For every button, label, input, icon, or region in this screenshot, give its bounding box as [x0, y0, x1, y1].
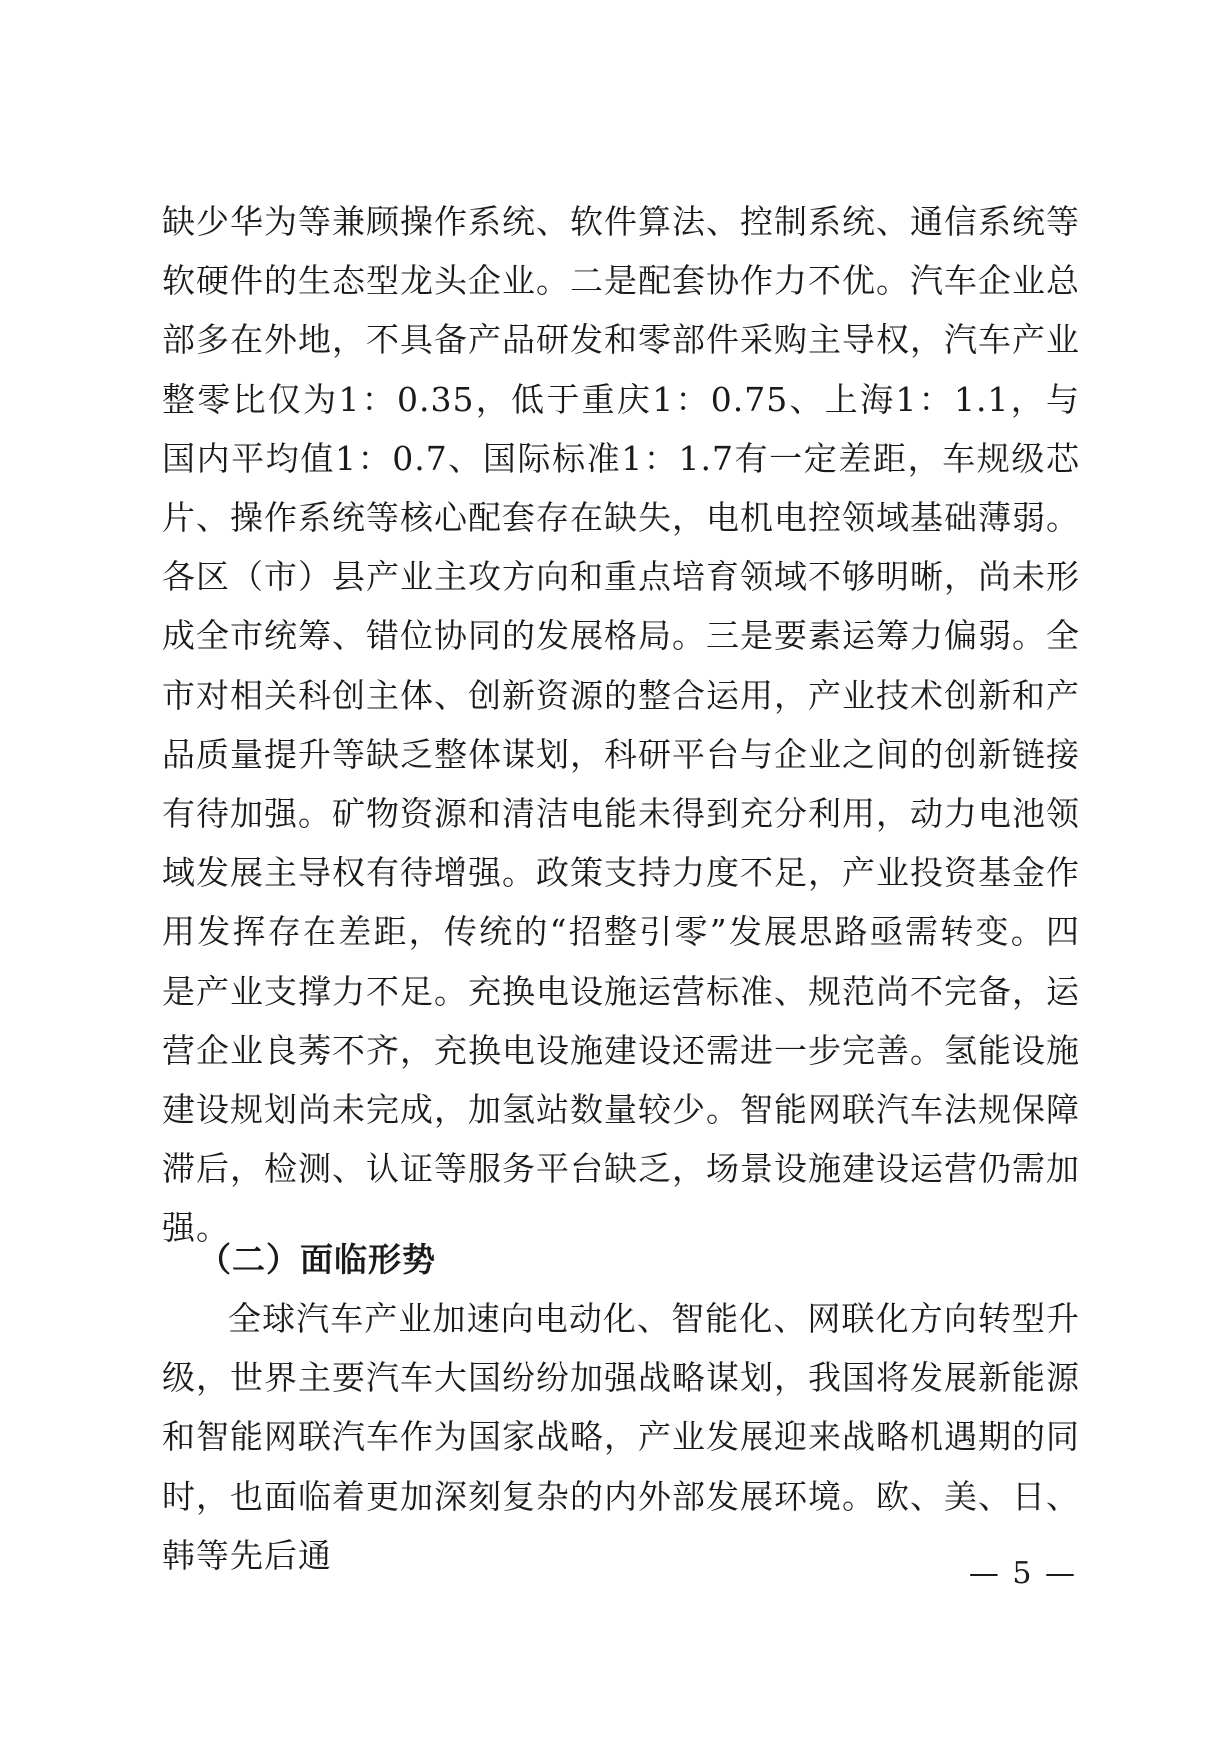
body-paragraph-continued: 缺少华为等兼顾操作系统、软件算法、控制系统、通信系统等软硬件的生态型龙头企业。二是配套协作力不优。汽车企业总部多在外地，不具备产品研发和零部件采购主导权，汽车产业整零比仅为1：0.35，低于重庆1：0.75、上海1：1.1，与国内平均值1：0.7、国际标准1：1.7有一定差距，车规级芯片、操作系统等核心配套存在缺失，电机电控领域基础薄弱。各区（市）县产业主攻方向和重点培育领域不够明晰，尚未形成全市统筹、错位协同的发展格局。三是要素运筹力偏弱。全市对相关科创主体、创新资源的整合运用，产业技术创新和产品质量提升等缺乏整体谋划，科研平台与企业之间的创新链接有待加强。矿物资源和清洁电能未得到充分利用，动力电池领域发展主导权有待增强。政策支持力度不足，产业投资基金作用发挥存在差距，传统的“招整引零”发展思路亟需转变。四是产业支撑力不足。充换电设施运营标准、规范尚不完备，运营企业良莠不齐，充换电设施建设还需进一步完善。氢能设施建设规划尚未完成，加氢站数量较少。智能网联汽车法规保障滞后，检测、认证等服务平台缺乏，场景设施建设运营仍需加强。 — [162, 202, 1080, 1248]
section-heading: （二）面临形势 — [198, 1240, 436, 1279]
body-paragraph-next: 全球汽车产业加速向电动化、智能化、网联化方向转型升级，世界主要汽车大国纷纷加强战略谋划，我国将发展新能源和智能网联汽车作为国家战略，产业发展迎来战略机遇期的同时，也面临着更加深刻复杂的内外部发展环境。欧、美、日、韩等先后通 — [162, 1299, 1080, 1575]
page-number: — 5 — — [968, 1556, 1077, 1591]
